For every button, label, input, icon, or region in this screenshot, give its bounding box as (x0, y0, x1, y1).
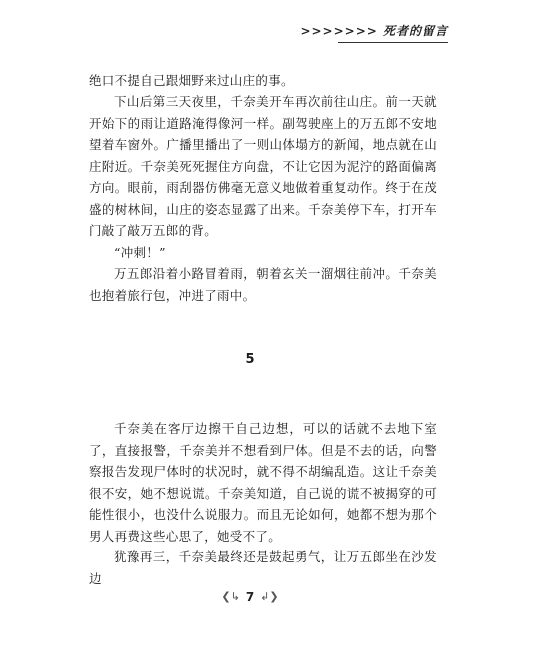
chapter-number: 5 (245, 352, 255, 367)
paragraph-6: 犹豫再三，千奈美最终还是鼓起勇气，让万五郎坐在沙发边 (89, 549, 437, 586)
paragraph-2: 下山后第三天夜里，千奈美开车再次前往山庄。前一天就开始下的雨让道路淹得像河一样。副驾驶座上的万五郎不安地望着车窗外。广播里播出了一则山体塌方的新闻，地点就在山庄附近。千奈美死死握住方向盘，不让它因为泥泞的路面偏离方向。眼前，雨刮器仿佛毫无意义地做着重复动作。终于在茂盛的树林间，山庄的姿态显露了出来。千奈美停下车，打开车门敲了敲万五郎的背。 (89, 94, 437, 238)
paragraph-4: 万五郎沿着小路冒着雨，朝着玄关一溜烟往前冲。千奈美也抱着旅行包，冲进了雨中。 (89, 266, 437, 303)
paragraph-1: 绝口不提自己跟畑野来过山庄的事。 (89, 73, 294, 88)
paragraph-5: 千奈美在客厅边擦干自己边想，可以的话就不去地下室了，直接报警，千奈美并不想看到尸体。但是不去的话，向警察报告发现尸体时的状况时，就不得不胡编乱造。这让千奈美很不安，她不想说谎。千奈美知道，自己说的谎不被揭穿的可能性很小，也没什么说服力。而且无论如何，她都不想为那个男人再费这些心思了，她受不了。 (89, 421, 437, 544)
header-rule (338, 42, 448, 43)
feather-right-icon: ↲❯ (260, 590, 279, 603)
running-title: >>>>>>> 死者的留言 (300, 24, 448, 38)
running-header (0, 16, 560, 42)
page-number: 7 (245, 590, 255, 604)
feather-left-icon: ❮↳ (221, 590, 240, 603)
paragraph-3: “冲刺！” (114, 245, 166, 260)
page-footer (0, 590, 500, 604)
